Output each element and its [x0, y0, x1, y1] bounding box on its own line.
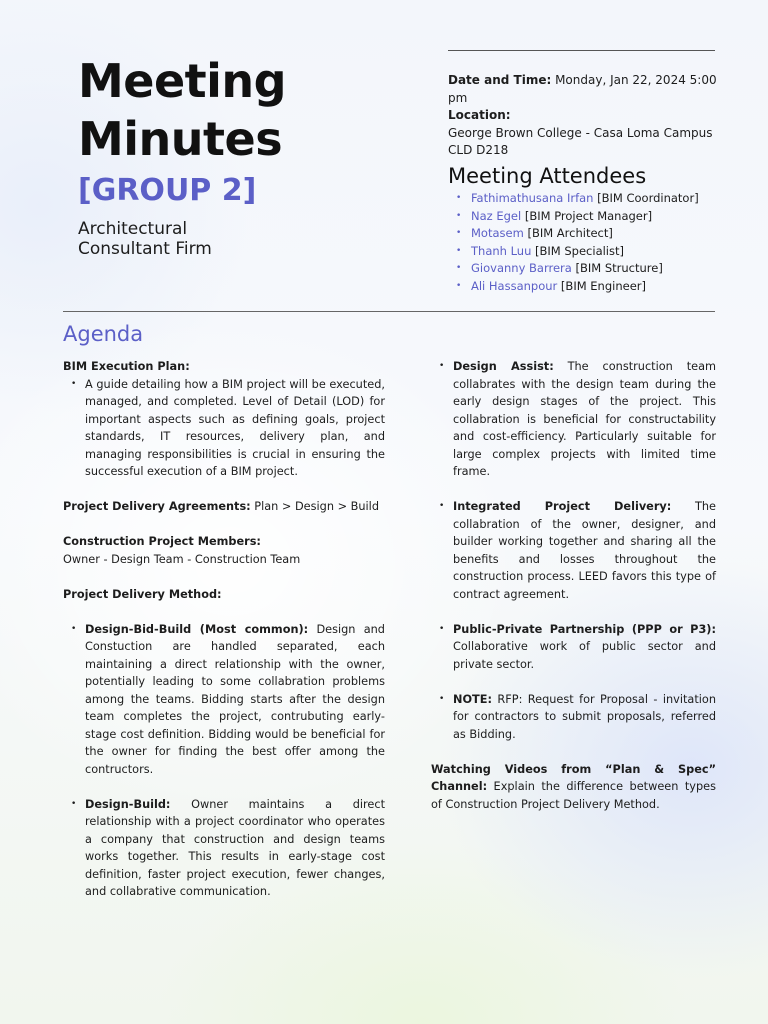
ipd-text: The collabration of the owner, designer, and builder working together and sharing all the benefits and losses throughout the construction process. LEED favors this type of contract agreement. [453, 500, 716, 601]
group-label: [GROUP 2] [78, 173, 257, 208]
attendee-role: [BIM Specialist] [531, 243, 624, 258]
ipd-label: Integrated Project Delivery: [453, 500, 672, 513]
agenda-right-column [431, 358, 716, 813]
videos-paragraph [431, 761, 716, 814]
date-row [448, 72, 728, 107]
da-text: The construction team collabrates with the design team during the early design stages of the project. This collabration is beneficial for constructability and cost-efficiency. Particularly suitable for large complex projects with limited time frame. [453, 360, 716, 478]
pda-value: Plan > Design > Build [250, 500, 379, 513]
date-label: Date and Time: [448, 73, 552, 87]
da-label: Design Assist: [453, 360, 554, 373]
ppp-label: Public-Private Partnership (PPP or P3): [453, 622, 716, 636]
bep-text: A guide detailing how a BIM project will be executed, managed, and completed. Level of Detail (LOD) for important aspects such as defining goals, project standards, IT resources, delivery plan, and managing responsibilities is crucial in ensuring the successful execution of a BIM project. [85, 377, 385, 478]
attendee-role: [BIM Engineer] [557, 278, 646, 293]
page-title [78, 52, 398, 168]
attendee-role: [BIM Structure] [571, 261, 663, 276]
cpm-value: Owner - Design Team - Construction Team [63, 552, 301, 566]
location-line-1: George Brown College - Casa Loma Campus [448, 125, 713, 140]
attendee-role: [BIM Coordinator] [593, 191, 699, 205]
attendees-list [456, 190, 699, 296]
da-bullet: • Design Assist: The construction team collabrates with the design team during the early design stages of the project. This collabration is beneficial for constructability and cost-efficiency. Particularly suitable for large complex projects with limited time frame. [439, 360, 716, 478]
section-divider [63, 311, 715, 312]
title-line-2: Minutes [78, 112, 283, 166]
attendee-item [456, 260, 699, 278]
dbb-text: Design and Constuction are handled separated, each maintaining a direct relationship with the owner, potentially leading to some collabration problems among the teams. Bidding starts after the design team completes the project, contrubuting early-stage cost definition. Bidding would be beneficial for the owner for finding the best offer among the contructors. [85, 622, 385, 776]
date-value: Monday, Jan 22, 2024 5:00 pm [448, 73, 717, 105]
db-bullet: • Design-Build: Owner maintains a direct relationship with a project coordinator who operates a company that construction and design teams works together. This results in early-stage cost definition, faster project execution, fewer changes, and collabrative communication. [71, 797, 385, 898]
pda-row [63, 498, 385, 516]
bep-heading: BIM Execution Plan: [63, 360, 190, 373]
attendee-item [456, 190, 699, 208]
firm-name [78, 219, 278, 259]
dbb-bullet: • Design-Bid-Build (Most common): Design and Constuction are handled separated, each maintaining a direct relationship with the owner, potentially leading to some collabration problems among the teams. Bidding starts after the design team completes the project, contrubuting early-stage cost definition. Bidding would be beneficial for the owner for finding the best offer among the contructors. [71, 622, 385, 776]
db-text: Owner maintains a direct relationship with a project coordinator who operates a company that construction and design teams works together. This results in early-stage cost definition, faster project execution, fewer changes, and collabrative communication. [85, 797, 385, 898]
pda-label: Project Delivery Agreements: [63, 500, 251, 513]
attendee-role: [BIM Project Manager] [521, 208, 653, 223]
pdm-heading: Project Delivery Method: [63, 587, 222, 601]
attendee-name[interactable]: Giovanny Barrera [471, 261, 572, 276]
location-line-2: CLD D218 [448, 143, 509, 157]
location-label: Location: [448, 108, 511, 122]
attendee-name[interactable]: Fathimathusana Irfan [471, 191, 594, 205]
attendee-item [456, 278, 699, 296]
attendee-name[interactable]: Thanh Luu [471, 243, 532, 258]
attendee-role: [BIM Architect] [523, 226, 613, 241]
attendee-name[interactable]: Motasem [471, 226, 524, 241]
top-divider [448, 50, 715, 51]
ppp-bullet: • Public-Private Partnership (PPP or P3): Collaborative work of public sector and private sector. [439, 622, 716, 671]
note-bullet: • NOTE: RFP: Request for Proposal - invitation for contractors to submit proposals, referred as Bidding. [439, 692, 716, 741]
attendee-item [456, 243, 699, 261]
note-label: NOTE: [453, 692, 492, 706]
agenda-title: Agenda [63, 322, 144, 346]
ipd-bullet: • Integrated Project Delivery: The collabration of the owner, designer, and builder working together and sharing all the benefits and losses throughout the construction process. LEED favors this type of contract agreement. [439, 500, 716, 601]
dbb-label: Design-Bid-Build (Most common): [85, 622, 309, 636]
attendee-name[interactable]: Naz Egel [471, 208, 522, 223]
videos-text: Explain the difference between types of Construction Project Delivery Method. [431, 780, 716, 811]
attendee-item [456, 225, 699, 243]
meeting-info [448, 72, 728, 160]
bep-bullet: • A guide detailing how a BIM project will be executed, managed, and completed. Level of Detail (LOD) for important aspects such as defining goals, project standards, IT resources, delivery plan, and managing responsibilities is crucial in ensuring the successful execution of a BIM project. [71, 377, 385, 478]
attendee-name[interactable]: Ali Hassanpour [471, 278, 558, 293]
title-line-1: Meeting [78, 54, 287, 108]
firm-line-1: Architectural [78, 219, 188, 239]
attendees-title: Meeting Attendees [448, 164, 647, 188]
firm-line-2: Consultant Firm [78, 239, 212, 259]
cpm-heading: Construction Project Members: [63, 535, 261, 548]
note-text: RFP: Request for Proposal - invitation for contractors to submit proposals, referred as Bidding. [453, 692, 716, 741]
videos-label: Watching Videos from “Plan & Spec” Channel: [431, 762, 716, 793]
agenda-left-column [63, 358, 385, 901]
ppp-text: Collaborative work of public sector and private sector. [453, 640, 716, 671]
attendee-item [456, 208, 699, 226]
db-label: Design-Build: [85, 797, 171, 811]
